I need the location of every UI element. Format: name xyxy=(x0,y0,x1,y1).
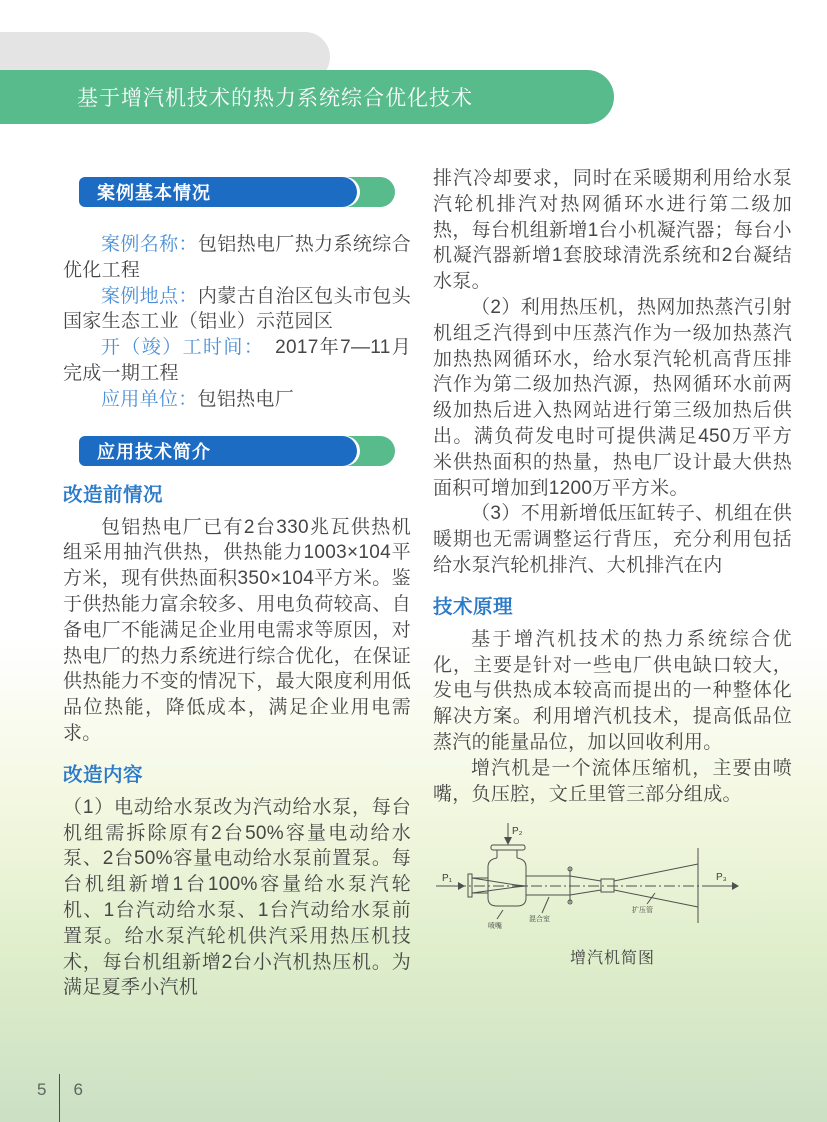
diffuser-bottom xyxy=(614,890,698,907)
case-info-item-time xyxy=(63,335,411,387)
retrofit-content-paragraph: （1）电动给水泵改为汽动给水泵，每台机组需拆除原有2台50%容量电动给水泵、2台50%容量电动给水泵前置泵。每台机组新增1台100%容量给水泵汽轮机、1台汽动给水泵、1台汽动给水泵前置泵。给水泵汽轮机供汽采用热压机技术，每台机组新增2台小汽机热压机。为满足夏季小汽机 xyxy=(63,796,411,999)
paragraph-3: （3）不用新增低压缸转子、机组在供暖期也无需调整运行背压，充分利用包括给水泵汽轮机排汽、大机排汽在内 xyxy=(433,503,792,576)
case-location-label: 案例地点： xyxy=(101,285,198,307)
heading-before-retrofit: 改造前情况 xyxy=(63,483,164,506)
case-info-list xyxy=(63,232,411,413)
case-name-value: 包铝热电厂热力系统综合优化工程 xyxy=(63,234,411,281)
case-info-item-applier xyxy=(63,387,411,413)
section-bar-case-info xyxy=(79,177,395,207)
nozzle-bottom xyxy=(472,887,516,893)
page-number-right: 6 xyxy=(73,1080,83,1099)
p3-label: P₃ xyxy=(716,872,727,884)
case-name-label: 案例名称： xyxy=(101,234,198,255)
section-bar-case-info-label: 案例基本情况 xyxy=(97,183,211,203)
heading-retrofit-content: 改造内容 xyxy=(63,763,144,786)
nozzle-label: 喷嘴 xyxy=(488,923,502,931)
case-time-value: 2017年7—11月完成一期工程 xyxy=(63,337,412,384)
p1-label: P₁ xyxy=(442,873,453,885)
page-title: 基于增汽机技术的热力系统综合优化技术 xyxy=(77,87,473,110)
suction-chamber xyxy=(488,858,526,906)
principle-paragraph-2: 增汽机是一个流体压缩机，主要由喷嘴，负压腔，文丘里管三部分组成。 xyxy=(433,757,792,805)
case-info-item-location xyxy=(63,284,411,336)
paragraph-2: （2）利用热压机，热网加热蒸汽引射机组乏汽得到中压蒸汽作为一级加热蒸汽加热热网循环水，给水泵汽轮机高背压排汽作为第二级加热汽源，热网循环水前两级加热后进入热网站进行第三级加热后供出。满负荷发电时可提供满足450万平方米供热面积的热量，热电厂设计最大供热面积可增加到1200万平方米。 xyxy=(433,296,792,499)
ejector-diagram xyxy=(433,820,792,968)
principle-paragraph-1: 基于增汽机技术的热力系统综合优化，主要是针对一些电厂供电缺口较大，发电与供热成本较高而提出的一种整体化解决方案。利用增汽机技术，提高低品位蒸汽的能量品位，加以回收利用。 xyxy=(433,628,792,753)
continuation-paragraph: 排汽冷却要求，同时在采暖期利用给水泵汽轮机排汽对热网循环水进行第二级加热，每台机组新增1台小机凝汽器；每台小机凝汽器新增1套胶球清洗系统和2台凝结水泵。 xyxy=(433,168,792,293)
p2-label: P₂ xyxy=(512,826,523,838)
case-applier-label: 应用单位： xyxy=(101,388,198,410)
right-column xyxy=(433,166,792,968)
case-info-item-name xyxy=(63,232,411,284)
section-bar-blue xyxy=(79,177,357,207)
case-time-label: 开（竣）工时间： xyxy=(101,337,255,359)
header-green-ribbon xyxy=(0,70,614,124)
p3-arrowhead xyxy=(732,882,739,890)
nozzle-leader xyxy=(497,910,503,919)
before-retrofit-paragraph: 包铝热电厂已有2台330兆瓦供热机组采用抽汽供热，供热能力1003×104平方米，现有供热面积350×104平方米。鉴于供热能力富余较多、用电负荷较高、自备电厂不能满足企业用电需求等原因，对热电厂的热力系统进行综合优化，在保证供热能力不变的情况下，最大限度利用低品位热能，降低成本，满足企业用电需求。 xyxy=(63,516,411,744)
converge-bottom xyxy=(570,890,601,895)
nozzle-top xyxy=(472,878,516,885)
diffuser-label: 扩压管 xyxy=(632,907,653,915)
section-bar-tech-intro xyxy=(79,436,395,466)
ejector-schematic-drawing xyxy=(433,820,792,934)
footer-divider-line xyxy=(59,1074,60,1122)
mixing-chamber-label: 混合室 xyxy=(529,916,550,924)
heading-tech-principle: 技术原理 xyxy=(433,595,514,618)
p2-arrowhead xyxy=(504,837,512,845)
left-column xyxy=(63,177,411,1001)
case-location-value: 内蒙古自治区包头市包头国家生态工业（铝业）示范园区 xyxy=(63,285,411,333)
diffuser-top xyxy=(614,864,698,881)
mixing-leader xyxy=(542,897,549,913)
diagram-caption: 增汽机简图 xyxy=(569,950,655,968)
page-number-left: 5 xyxy=(37,1080,47,1099)
section-bar-tech-intro-label: 应用技术简介 xyxy=(97,441,211,462)
p1-arrowhead xyxy=(458,882,465,890)
page-footer xyxy=(37,1074,83,1122)
case-applier-value: 包铝热电厂 xyxy=(197,388,295,410)
converge-top xyxy=(570,876,601,881)
section-bar-blue xyxy=(79,436,357,466)
top-flange xyxy=(491,845,525,850)
